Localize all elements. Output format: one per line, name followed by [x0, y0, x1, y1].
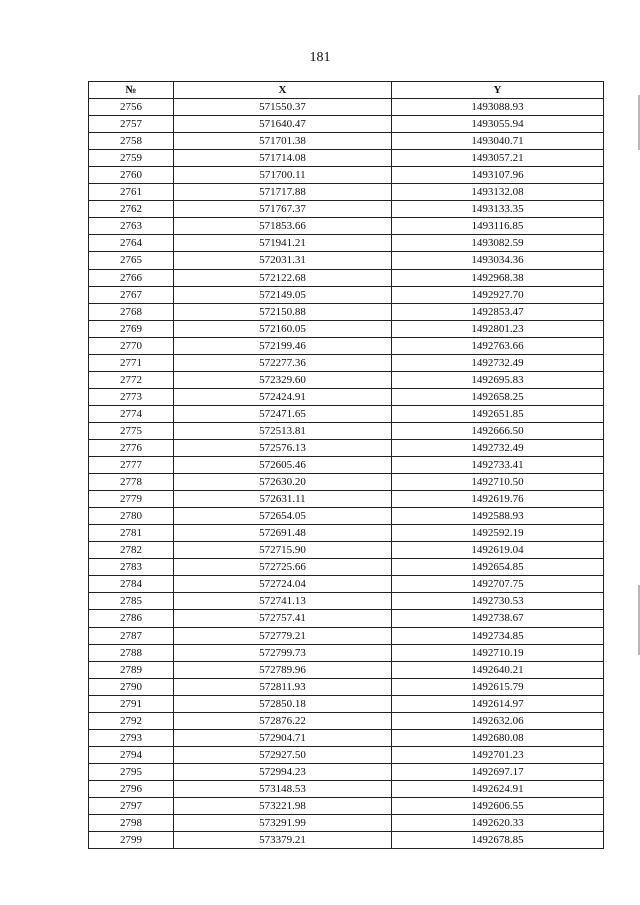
point-number-cell: 2786 [89, 610, 174, 627]
point-number-cell: 2794 [89, 746, 174, 763]
point-number-cell: 2788 [89, 644, 174, 661]
y-coordinate-cell: 1492710.19 [392, 644, 604, 661]
point-number-cell: 2787 [89, 627, 174, 644]
table-row [89, 627, 604, 644]
y-coordinate-cell: 1492658.25 [392, 388, 604, 405]
y-coordinate-cell: 1492738.67 [392, 610, 604, 627]
point-number-cell: 2767 [89, 286, 174, 303]
table-body [89, 99, 604, 849]
point-number-cell: 2768 [89, 303, 174, 320]
y-coordinate-cell: 1492654.85 [392, 559, 604, 576]
y-coordinate-cell: 1493034.36 [392, 252, 604, 269]
x-coordinate-cell: 573148.53 [174, 780, 392, 797]
point-number-cell: 2765 [89, 252, 174, 269]
point-number-cell: 2780 [89, 508, 174, 525]
x-coordinate-cell: 572149.05 [174, 286, 392, 303]
x-coordinate-cell: 572876.22 [174, 712, 392, 729]
y-coordinate-cell: 1492632.06 [392, 712, 604, 729]
point-number-cell: 2797 [89, 797, 174, 814]
table-row [89, 729, 604, 746]
x-coordinate-cell: 572329.60 [174, 371, 392, 388]
table-row [89, 388, 604, 405]
x-coordinate-cell: 572779.21 [174, 627, 392, 644]
table-row [89, 286, 604, 303]
x-coordinate-cell: 572904.71 [174, 729, 392, 746]
point-number-cell: 2770 [89, 337, 174, 354]
table-row [89, 542, 604, 559]
point-number-cell: 2793 [89, 729, 174, 746]
y-coordinate-cell: 1492624.91 [392, 780, 604, 797]
point-number-cell: 2757 [89, 116, 174, 133]
table-row [89, 150, 604, 167]
x-coordinate-cell: 572605.46 [174, 457, 392, 474]
x-coordinate-cell: 572031.31 [174, 252, 392, 269]
column-header-y: Y [392, 82, 604, 99]
x-coordinate-cell: 572691.48 [174, 525, 392, 542]
column-header-x: X [174, 82, 392, 99]
point-number-cell: 2795 [89, 763, 174, 780]
x-coordinate-cell: 572150.88 [174, 303, 392, 320]
x-coordinate-cell: 571714.08 [174, 150, 392, 167]
x-coordinate-cell: 572850.18 [174, 695, 392, 712]
y-coordinate-cell: 1493132.08 [392, 184, 604, 201]
x-coordinate-cell: 572789.96 [174, 661, 392, 678]
point-number-cell: 2776 [89, 439, 174, 456]
x-coordinate-cell: 572277.36 [174, 354, 392, 371]
table-row [89, 644, 604, 661]
y-coordinate-cell: 1493088.93 [392, 99, 604, 116]
table-row [89, 201, 604, 218]
table-row [89, 525, 604, 542]
page-number: 181 [309, 50, 331, 65]
x-coordinate-cell: 573291.99 [174, 815, 392, 832]
x-coordinate-cell: 572715.90 [174, 542, 392, 559]
y-coordinate-cell: 1492853.47 [392, 303, 604, 320]
table-row [89, 797, 604, 814]
table-row [89, 695, 604, 712]
table-row [89, 303, 604, 320]
y-coordinate-cell: 1492732.49 [392, 439, 604, 456]
point-number-cell: 2758 [89, 133, 174, 150]
y-coordinate-cell: 1492680.08 [392, 729, 604, 746]
table-row [89, 320, 604, 337]
y-coordinate-cell: 1492695.83 [392, 371, 604, 388]
table-row [89, 491, 604, 508]
y-coordinate-cell: 1492732.49 [392, 354, 604, 371]
x-coordinate-cell: 572424.91 [174, 388, 392, 405]
y-coordinate-cell: 1492592.19 [392, 525, 604, 542]
y-coordinate-cell: 1492763.66 [392, 337, 604, 354]
point-number-cell: 2779 [89, 491, 174, 508]
table-row [89, 439, 604, 456]
table-row [89, 422, 604, 439]
x-coordinate-cell: 572725.66 [174, 559, 392, 576]
point-number-cell: 2798 [89, 815, 174, 832]
table-row [89, 457, 604, 474]
x-coordinate-cell: 572927.50 [174, 746, 392, 763]
point-number-cell: 2761 [89, 184, 174, 201]
table-header-row [89, 82, 604, 99]
table-row [89, 678, 604, 695]
y-coordinate-cell: 1492927.70 [392, 286, 604, 303]
table-row [89, 763, 604, 780]
point-number-cell: 2764 [89, 235, 174, 252]
table-row [89, 832, 604, 849]
point-number-cell: 2772 [89, 371, 174, 388]
table-row [89, 661, 604, 678]
y-coordinate-cell: 1493107.96 [392, 167, 604, 184]
y-coordinate-cell: 1493057.21 [392, 150, 604, 167]
y-coordinate-cell: 1492730.53 [392, 593, 604, 610]
table-row [89, 508, 604, 525]
y-coordinate-cell: 1492615.79 [392, 678, 604, 695]
y-coordinate-cell: 1492619.76 [392, 491, 604, 508]
point-number-cell: 2777 [89, 457, 174, 474]
x-coordinate-cell: 571701.38 [174, 133, 392, 150]
table-row [89, 815, 604, 832]
y-coordinate-cell: 1492701.23 [392, 746, 604, 763]
y-coordinate-cell: 1492588.93 [392, 508, 604, 525]
x-coordinate-cell: 572724.04 [174, 576, 392, 593]
point-number-cell: 2799 [89, 832, 174, 849]
x-coordinate-cell: 572994.23 [174, 763, 392, 780]
x-coordinate-cell: 571941.21 [174, 235, 392, 252]
x-coordinate-cell: 571700.11 [174, 167, 392, 184]
y-coordinate-cell: 1492710.50 [392, 474, 604, 491]
x-coordinate-cell: 572741.13 [174, 593, 392, 610]
y-coordinate-cell: 1493082.59 [392, 235, 604, 252]
table-row [89, 354, 604, 371]
table-row [89, 371, 604, 388]
x-coordinate-cell: 571853.66 [174, 218, 392, 235]
x-coordinate-cell: 572757.41 [174, 610, 392, 627]
x-coordinate-cell: 572811.93 [174, 678, 392, 695]
x-coordinate-cell: 572160.05 [174, 320, 392, 337]
y-coordinate-cell: 1492733.41 [392, 457, 604, 474]
table-row [89, 746, 604, 763]
point-number-cell: 2783 [89, 559, 174, 576]
point-number-cell: 2759 [89, 150, 174, 167]
y-coordinate-cell: 1493055.94 [392, 116, 604, 133]
y-coordinate-cell: 1492801.23 [392, 320, 604, 337]
table-row [89, 576, 604, 593]
y-coordinate-cell: 1492666.50 [392, 422, 604, 439]
table-row [89, 218, 604, 235]
table-row [89, 235, 604, 252]
point-number-cell: 2773 [89, 388, 174, 405]
y-coordinate-cell: 1492614.97 [392, 695, 604, 712]
x-coordinate-cell: 571717.88 [174, 184, 392, 201]
x-coordinate-cell: 572799.73 [174, 644, 392, 661]
x-coordinate-cell: 572471.65 [174, 405, 392, 422]
table-row [89, 337, 604, 354]
x-coordinate-cell: 573379.21 [174, 832, 392, 849]
point-number-cell: 2769 [89, 320, 174, 337]
table-row [89, 269, 604, 286]
point-number-cell: 2781 [89, 525, 174, 542]
x-coordinate-cell: 572654.05 [174, 508, 392, 525]
point-number-cell: 2760 [89, 167, 174, 184]
point-number-cell: 2766 [89, 269, 174, 286]
x-coordinate-cell: 573221.98 [174, 797, 392, 814]
point-number-cell: 2796 [89, 780, 174, 797]
table-row [89, 405, 604, 422]
table-row [89, 184, 604, 201]
y-coordinate-cell: 1492651.85 [392, 405, 604, 422]
x-coordinate-cell: 571767.37 [174, 201, 392, 218]
x-coordinate-cell: 572631.11 [174, 491, 392, 508]
point-number-cell: 2775 [89, 422, 174, 439]
x-coordinate-cell: 572122.68 [174, 269, 392, 286]
x-coordinate-cell: 572630.20 [174, 474, 392, 491]
point-number-cell: 2771 [89, 354, 174, 371]
table-row [89, 610, 604, 627]
point-number-cell: 2790 [89, 678, 174, 695]
table-row [89, 474, 604, 491]
y-coordinate-cell: 1493133.35 [392, 201, 604, 218]
x-coordinate-cell: 572513.81 [174, 422, 392, 439]
table-row [89, 559, 604, 576]
y-coordinate-cell: 1492968.38 [392, 269, 604, 286]
y-coordinate-cell: 1492620.33 [392, 815, 604, 832]
column-header-number: № [89, 82, 174, 99]
y-coordinate-cell: 1492734.85 [392, 627, 604, 644]
table-row [89, 780, 604, 797]
y-coordinate-cell: 1492707.75 [392, 576, 604, 593]
point-number-cell: 2762 [89, 201, 174, 218]
table-row [89, 116, 604, 133]
y-coordinate-cell: 1492640.21 [392, 661, 604, 678]
x-coordinate-cell: 571640.47 [174, 116, 392, 133]
y-coordinate-cell: 1492606.55 [392, 797, 604, 814]
y-coordinate-cell: 1493040.71 [392, 133, 604, 150]
table-row [89, 99, 604, 116]
x-coordinate-cell: 571550.37 [174, 99, 392, 116]
y-coordinate-cell: 1492678.85 [392, 832, 604, 849]
point-number-cell: 2792 [89, 712, 174, 729]
point-number-cell: 2784 [89, 576, 174, 593]
y-coordinate-cell: 1492697.17 [392, 763, 604, 780]
table-row [89, 133, 604, 150]
y-coordinate-cell: 1493116.85 [392, 218, 604, 235]
point-number-cell: 2789 [89, 661, 174, 678]
point-number-cell: 2778 [89, 474, 174, 491]
y-coordinate-cell: 1492619.04 [392, 542, 604, 559]
coordinates-table [88, 81, 604, 849]
table-row [89, 252, 604, 269]
x-coordinate-cell: 572199.46 [174, 337, 392, 354]
table-row [89, 593, 604, 610]
table-row [89, 712, 604, 729]
point-number-cell: 2774 [89, 405, 174, 422]
point-number-cell: 2791 [89, 695, 174, 712]
point-number-cell: 2782 [89, 542, 174, 559]
point-number-cell: 2756 [89, 99, 174, 116]
point-number-cell: 2763 [89, 218, 174, 235]
table-row [89, 167, 604, 184]
point-number-cell: 2785 [89, 593, 174, 610]
x-coordinate-cell: 572576.13 [174, 439, 392, 456]
